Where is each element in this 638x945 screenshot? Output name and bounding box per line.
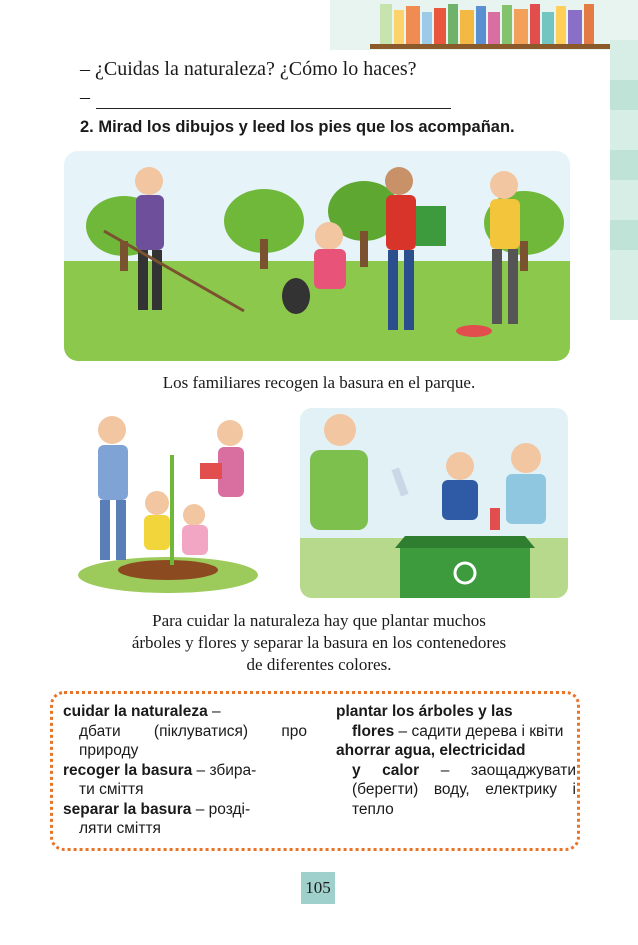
recycling-illustration — [300, 408, 568, 598]
vocabulary-entry — [63, 702, 307, 761]
park-cleanup-illustration — [64, 151, 570, 361]
vocabulary-entry — [63, 800, 307, 839]
vocabulary-separator: – — [207, 703, 221, 720]
vocabulary-column-left — [63, 702, 307, 839]
vocabulary-term: cuidar la naturaleza — [63, 703, 208, 720]
vocabulary-separator: – — [191, 800, 209, 818]
vocabulary-entry — [63, 761, 307, 800]
vocabulary-translation: ти сміття — [79, 781, 144, 798]
vocabulary-term: plantar los árboles y las — [336, 703, 513, 720]
caption-park: Los familiares recogen la basura en el parque. — [162, 373, 476, 392]
vocabulary-term-continued: y calor — [352, 761, 420, 779]
vocabulary-entry — [336, 741, 576, 819]
question-line: – ¿Cuidas la naturaleza? ¿Cómo lo haces? — [80, 58, 417, 80]
vocabulary-separator: – — [419, 761, 471, 779]
caption-nature — [80, 610, 558, 676]
vocabulary-translation: заощаджувати (берегти) воду, електрику і тепло — [352, 761, 576, 818]
tree-planting-illustration — [72, 405, 264, 597]
caption-nature-line: Para cuidar la naturaleza hay que plantar muchos — [152, 611, 486, 630]
vocabulary-separator: – — [394, 722, 412, 740]
vocabulary-box — [50, 691, 580, 851]
vocabulary-term: separar la basura — [63, 800, 192, 818]
page-number: 105 — [301, 872, 335, 904]
task-title: 2. Mirad los dibujos y leed los pies que los acompañan. — [80, 118, 515, 136]
bookshelf-decoration — [330, 0, 638, 50]
caption-nature-line: de diferentes colores. — [246, 655, 392, 674]
vocabulary-translation: дбати (піклуватися) про природу — [79, 722, 307, 759]
vocabulary-term: ahorrar agua, electricidad — [336, 742, 526, 759]
answer-line — [80, 86, 451, 109]
side-decoration — [610, 40, 638, 320]
answer-blank[interactable] — [96, 92, 451, 109]
caption-nature-line: árboles y flores y separar la basura en los contenedores — [131, 633, 507, 652]
answer-dash: – — [80, 86, 90, 108]
vocabulary-translation: садити дерева і квіти — [411, 722, 564, 740]
vocabulary-column-right — [336, 702, 576, 819]
vocabulary-translation: ляти сміття — [79, 820, 161, 837]
vocabulary-term-continued: flores — [352, 722, 395, 740]
vocabulary-term: recoger la basura — [63, 761, 193, 779]
vocabulary-translation-start: збира- — [209, 761, 257, 779]
vocabulary-entry — [336, 702, 576, 741]
vocabulary-separator: – — [192, 761, 210, 779]
vocabulary-translation-start: розді- — [208, 800, 251, 818]
